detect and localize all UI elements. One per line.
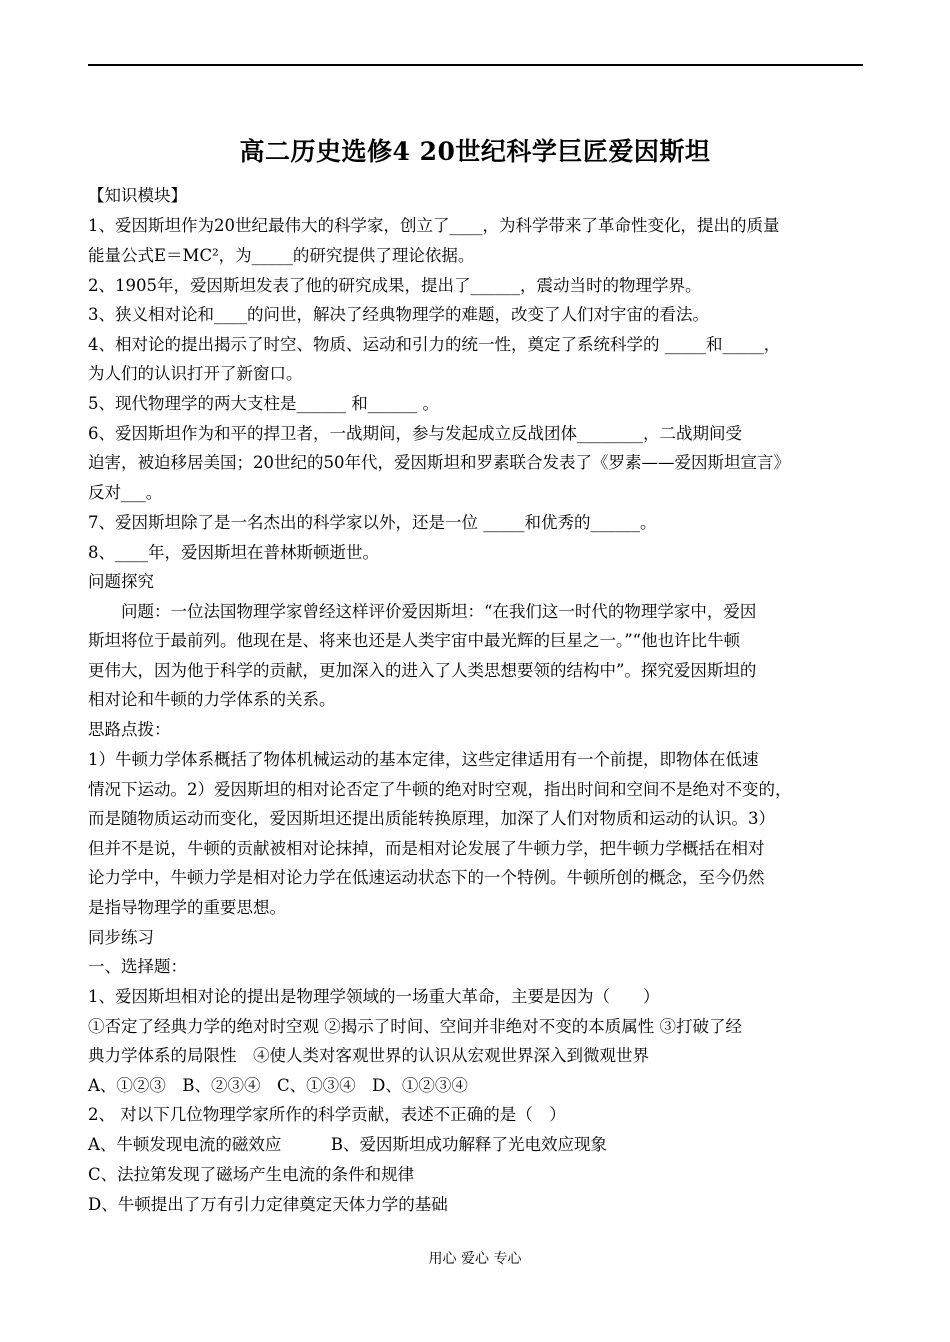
page-title: 高二历史选修4 20世纪科学巨匠爱因斯坦 [239,137,711,166]
text-line: 典力学体系的局限性 ④使人类对客观世界的认识从宏观世界深入到微观世界 [88,1046,649,1065]
text-line: 相对论和牛顿的力学体系的关系。 [88,690,336,709]
text-line: 2、 对以下几位物理学家所作的科学贡献，表述不正确的是（ ） [88,1105,566,1124]
text-line: C、法拉第发现了磁场产生电流的条件和规律 [88,1165,415,1184]
text-line: 1、爱因斯坦相对论的提出是物理学领域的一场重大革命，主要是因为（ ） [88,987,660,1006]
text-line: 斯坦将位于最前列。他现在是、将来也还是人类宇宙中最光辉的巨星之一。”“他也许比牛顿 [88,631,741,650]
text-line: A、牛顿发现电流的磁效应 B、爱因斯坦成功解释了光电效应现象 [88,1135,608,1154]
text-line: 6、爱因斯坦作为和平的捍卫者，一战期间，参与发起成立反战团体________，二战期间受 [88,424,742,443]
text-line: 一、选择题： [88,957,187,976]
text-line: 8、____年，爱因斯坦在普林斯顿逝世。 [88,543,379,562]
text-line: D、牛顿提出了万有引力定律奠定天体力学的基础 [88,1195,448,1214]
text-line: 5、现代物理学的两大支柱是______ 和______ 。 [88,394,439,413]
header-rule [88,64,863,66]
text-line: 迫害，被迫移居美国；20世纪的50年代，爱因斯坦和罗素联合发表了《罗素——爱因斯坦宣言》 [88,453,790,472]
text-line: 4、相对论的提出揭示了时空、物质、运动和引力的统一性，奠定了系统科学的 _____和_____， [88,335,781,354]
text-line: 思路点拨： [88,720,171,739]
text-line: 更伟大，因为他于科学的贡献，更加深入的进入了人类思想要领的结构中”。探究爱因斯坦的 [88,661,757,680]
text-line: 2、1905年，爱因斯坦发表了他的研究成果，提出了______，震动当时的物理学界。 [88,276,702,295]
text-line: 是指导物理学的重要思想。 [88,898,286,917]
text-line: 反对___。 [88,483,163,502]
text-line: 7、爱因斯坦除了是一名杰出的科学家以外，还是一位 _____和优秀的______。 [88,513,657,532]
text-line: 问题：一位法国物理学家曾经这样评价爱因斯坦：“在我们这一时代的物理学家中，爱因 [88,602,757,621]
text-line: 而是随物质运动而变化，爱因斯坦还提出质能转换原理，加深了人们对物质和运动的认识。3） [88,809,775,828]
page-footer: 用心 爱心 专心 [428,1251,522,1267]
text-line: 3、狭义相对论和____的问世，解决了经典物理学的难题，改变了人们对宇宙的看法。 [88,305,709,324]
text-line: 1、爱因斯坦作为20世纪最伟大的科学家，创立了____，为科学带来了革命性变化，提出的质量 [88,216,780,235]
text-line: 问题探究 [88,572,154,591]
text-line: 能量公式E＝MC²，为_____的研究提供了理论依据。 [88,246,475,265]
text-line: 但并不是说，牛顿的贡献被相对论抹掉，而是相对论发展了牛顿力学，把牛顿力学概括在相对 [88,839,765,858]
text-line: A、①②③ B、②③④ C、①③④ D、①②③④ [88,1076,468,1095]
text-line: 情况下运动。2）爱因斯坦的相对论否定了牛顿的绝对时空观，指出时间和空间不是绝对不变的， [88,780,792,799]
text-line: 1）牛顿力学体系概括了物体机械运动的基本定律，这些定律适用有一个前提，即物体在低速 [88,750,759,769]
text-line: 同步练习 [88,928,154,947]
text-line: 论力学中，牛顿力学是相对论力学在低速运动状态下的一个特例。牛顿所创的概念，至今仍然 [88,868,765,887]
text-line: 为人们的认识打开了新窗口。 [88,364,303,383]
text-line: 【知识模块】 [88,186,187,205]
text-line: ①否定了经典力学的绝对时空观 ②揭示了时间、空间并非绝对不变的本质属性 ③打破了经 [88,1017,742,1036]
